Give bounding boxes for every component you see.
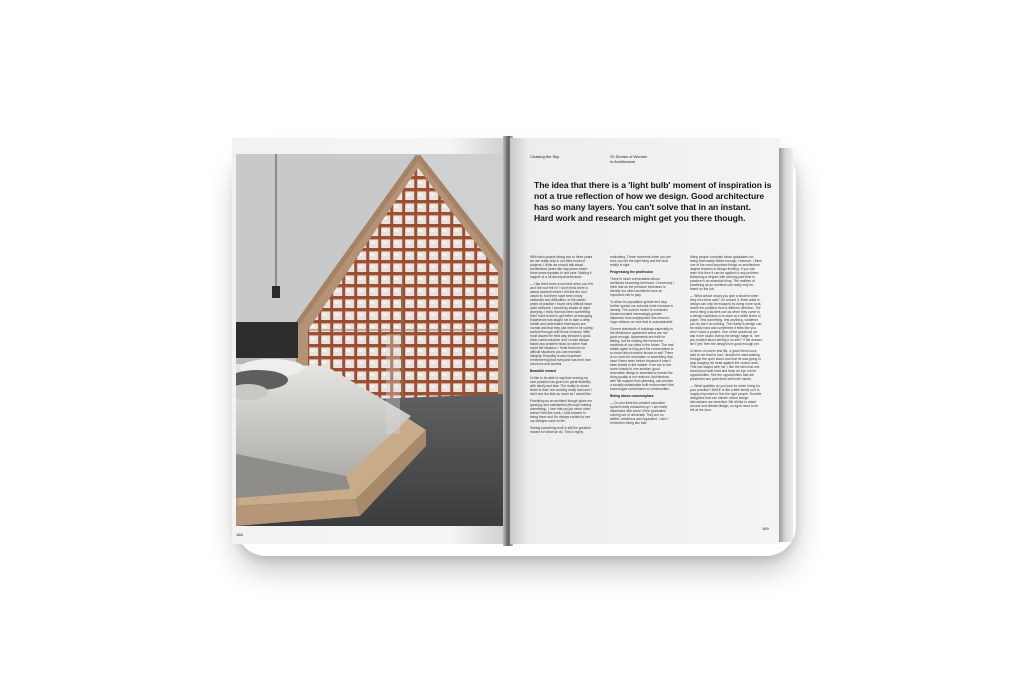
bedroom-photo <box>236 154 504 526</box>
body-column-2 <box>610 255 674 525</box>
right-page <box>510 138 780 544</box>
section-subheading: Progressing the profession <box>610 270 653 274</box>
body-paragraph: Seeing something built is still the greatest reward for what we do. This is highly <box>530 426 591 434</box>
running-header-right-line1: 20 Stories of Women <box>610 154 648 159</box>
body-column-1 <box>530 255 594 525</box>
body-paragraph: There is much conversation about architects becoming irrelevant. Conversely I think that as the pressure increases to densify our cities architects have an important role to play. <box>610 277 674 297</box>
running-header-right <box>610 154 647 164</box>
pull-quote: The idea that there is a 'light bulb' moment of inspiration is not a true reflection of how we design. Good architecture has so many layers. You can't solve that in an instant. Hard work and research might get you there though. <box>534 180 772 223</box>
body-paragraph: — What qualities do you look for when hiring for your practice? MAKE is like a little family so it is hugely important to find the right people. Durable designers that can handle robust design discussions are essential. We all like to stand around and debate design, so egos need to be left at the door. <box>690 384 762 412</box>
body-paragraph: Practising as an architect though gives me great joy and satisfaction (through making something). I love that my job never often doesn't feel like work, I look forward to being there and I'm always excited to see our designs come to life. <box>530 399 592 423</box>
running-header-right-line2: in Architecture <box>610 159 636 164</box>
body-paragraph: — What advice would you give a student when they hit a brick wall? Go around it. Brick walls in design can only be escaped by doing more work, tackle the problem from a different direction. The worst thing a student can do when they come to a design roadblock is to stare at a white sheet of paper. Test something, test anything, whatever you do don't do nothing. The reality is design can be really hard and sometimes it feels like you won't crack a project. One of the questions we ask in the studio during the design stage is, 'are you excited about seeing it on site?' If the answer isn't 'yes' then the design isn't good enough yet. <box>690 294 762 346</box>
bedroom-photo-icon <box>236 154 504 526</box>
left-page <box>232 138 506 544</box>
body-columns <box>530 255 766 535</box>
section-subheading: Beautiful reward <box>530 369 556 373</box>
body-paragraph: To allow for population growth and stop further sprawl our suburbs must increase in density. The current model of oversized houses located increasingly greater distances from employment has meant a huge reliance on cars that is unsustainable. <box>610 300 674 324</box>
body-paragraph: In terms of career and life, a good friend once said to me that he had, 'decided to start walking through the open doors and that he was going to stop banging his head against the closed ones.' This has stayed with me. I like the idea that one should just walk hard and keep an eye out for opportunities. See the opportunities that are presented and grab them with both hands. <box>690 349 761 381</box>
left-page-number: 168 <box>236 532 243 537</box>
body-paragraph: Current standards of buildings especially in the Melbourne apartment arena are not good enough. Apartments are built for selling, not for making the homes for residents of our cities in the future. The real estate agent is king and the conversation is so much about what is known to sell. There is no room for innovation or something that hasn't been seen before because it hasn't been tested in the market. If we are to live more closely to one another, good innovative design is essential to ensure the living quality is not reduced. Architecture, with the support from planning, can provide a socially sustainable built environment that encourages connections to communities. <box>610 327 674 391</box>
running-header-left: Chasing the Sky <box>530 154 560 159</box>
body-column-3 <box>690 255 762 525</box>
section-subheading: Rising above commonplace <box>610 394 654 398</box>
body-paragraph: — Do you think the present education system really measures up? I am really impressed with some of the graduates coming out of university. They are so skilled, ambitious and organised. I don't remember being like that. <box>610 401 668 425</box>
page-edge <box>779 148 793 542</box>
body-paragraph: I'd like to be able to say that running my own practice has given me great flexibility with family and kids. The reality in recent times is that I am working really hard and I don't see the kids as much as I would like. <box>530 376 592 396</box>
right-page-number: 169 <box>762 526 769 531</box>
body-paragraph: — Has there been a moment when you felt as if the roof fell in? I don't think there is actual moment where I felt like the roof caved in, but there have been many obstacles and difficulties. In the earlier years of practice I found very difficult issue quite stressful, I would lay awake at night worrying. I think that has been something that I have learnt to get better at managing. Experience has taught me to take a deep breath and understand that issues are normal and that they just need to be calmly worked through with those involved. With most issues the best way forward is good clear communication and I would always tackle any problem head on rather than avoid the situation. I think that even in difficult situations you can maintain integrity. Empathy is also important remembering that everyone has their own concerns and worries. <box>530 282 594 366</box>
photo-credit: Photography — Tom Ross <box>235 475 239 510</box>
body-paragraph: motivating. Those moments when you are sure you did the right thing and the built reality is right. <box>610 255 672 267</box>
body-paragraph: Many people complain about graduates not being technically skilled enough. However, I think one of the most important things an architecture degree teaches is design thinking. If you can learn this then it can be applied to any problem. Balancing a degree with working part-time in practice is an essential thing. The realities of practising as an architect can really only be learnt on the job. <box>690 255 762 291</box>
body-paragraph: With each project taking two to three years we are really only in our third round of projects. I think we should talk about architecture years like dog years where three years equates to one year. Making it happen is a lot about perseverance. <box>530 255 593 279</box>
